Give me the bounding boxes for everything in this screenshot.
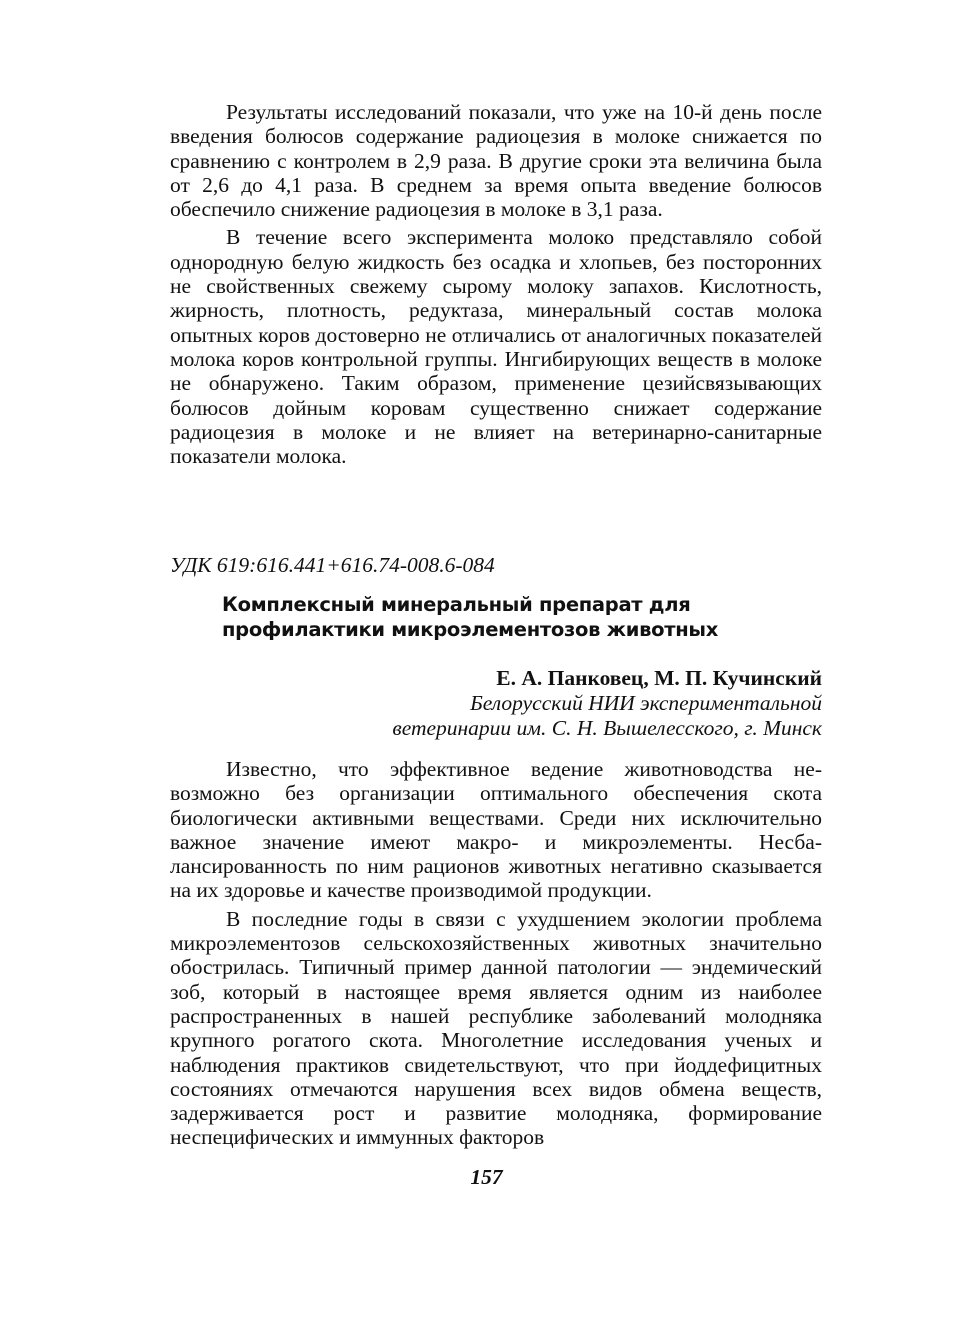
article-title bbox=[222, 592, 782, 642]
authors: Е. А. Панковец, М. П. Кучинский bbox=[496, 666, 822, 690]
paragraph: Известно, что эффективное ведение животноводства невозможно без организации оптимального обеспечения скота биологически активными веществами. Среди них исключительно важное значение имеют макро- и микроэлементы. Несбалансированность по ним рационов животных негативно сказывается на их здоровье и качестве производимой продукции. bbox=[170, 757, 822, 903]
affiliation-line: Белорусский НИИ экспериментальной bbox=[470, 691, 822, 715]
page-number: 157 bbox=[470, 1165, 503, 1189]
article-body bbox=[170, 757, 822, 1150]
affiliation-line: ветеринарии им. С. Н. Вышелесского, г. Минск bbox=[392, 715, 822, 740]
article-title-line: Комплексный минеральный препарат для bbox=[222, 593, 691, 616]
udc-code: УДК 619:616.441+616.74-008.6-084 bbox=[170, 553, 495, 577]
article-title-line: профилактики микроэлементозов животных bbox=[222, 618, 719, 641]
author-block bbox=[302, 666, 822, 740]
paragraph: Результаты исследований показали, что уже на 10-й день после введения болюсов содержание радиоцезия в молоке снижается по сравнению с контролем в 2,9 раза. В другие сроки эта величина была от 2,6 до 4,1 раза. В среднем за время опыта введение болюсов обеспечило снижение радиоцезия в молоке в 3,1 раза. bbox=[170, 100, 822, 222]
paragraph: В течение всего эксперимента молоко представляло собой однородную белую жидкость без осадка и хлопьев, без посторонних не свойственных свежему сырому молоку запахов. Кислотность, жирность, плотность, редуктаза, минеральный состав молока опытных коров достоверно не отличались от аналогичных показателей молока коров контрольной группы. Ингибирующих веществ в молоке не обнаружено. Таким образом, применение цезийсвязывающих болюсов дойным коровам существенно снижает содержание радиоцезия в молоке и не влияет на ветеринарно-санитарные показатели молока. bbox=[170, 225, 822, 469]
paragraph: В последние годы в связи с ухудшением экологии проблема микроэлементозов сельскохозяйственных животных значительно обострилась. Типичный пример данной патологии — эндемический зоб, который в настоящее время является одним из наиболее распространенных в нашей республике заболеваний молодняка крупного рогатого скота. Многолетние исследования ученых и наблюдения практиков свидетельствуют, что при йоддефицитных состояниях отмечаются нарушения всех видов обмена веществ, задерживается рост и развитие молодняка, формирование неспецифических и иммунных факторов bbox=[170, 906, 822, 1150]
previous-article-text bbox=[170, 100, 822, 468]
